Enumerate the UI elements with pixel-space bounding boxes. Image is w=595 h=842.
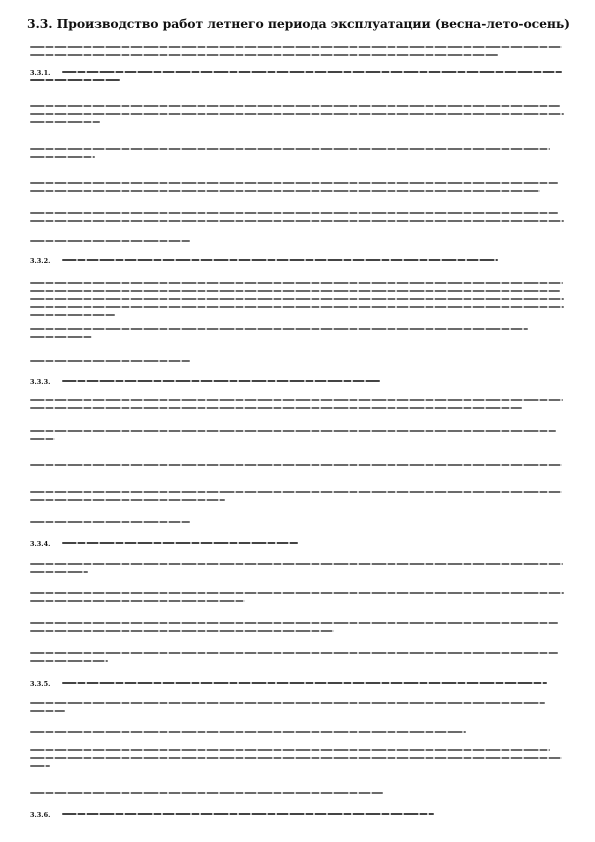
paragraph bbox=[30, 521, 565, 529]
paragraph bbox=[30, 702, 565, 718]
paragraph bbox=[30, 148, 565, 164]
section-3-3-4-heading-text bbox=[30, 542, 565, 550]
section-3-3-5-heading-text bbox=[30, 682, 565, 690]
section-3-3-4-number: 3.3.4. bbox=[30, 540, 51, 548]
paragraph bbox=[30, 592, 565, 608]
paragraph bbox=[30, 328, 565, 344]
section-3-3-3-heading-text bbox=[30, 380, 565, 388]
paragraph bbox=[30, 360, 565, 368]
paragraph bbox=[30, 652, 565, 668]
paragraph bbox=[30, 563, 565, 579]
intro-paragraph bbox=[30, 46, 565, 62]
paragraph bbox=[30, 430, 565, 446]
paragraph bbox=[30, 464, 565, 472]
section-3-3-2-number: 3.3.2. bbox=[30, 257, 51, 265]
paragraph bbox=[30, 182, 565, 198]
paragraph bbox=[30, 491, 565, 507]
section-3-3-1-heading-text bbox=[30, 71, 565, 87]
paragraph bbox=[30, 240, 565, 248]
paragraph bbox=[30, 749, 565, 773]
paragraph bbox=[30, 212, 565, 228]
paragraph bbox=[30, 399, 565, 415]
page-title: 3.3. Производство работ летнего периода эксплуатации (весна-лето-осень) bbox=[27, 16, 570, 31]
section-3-3-6-heading-text bbox=[30, 813, 565, 821]
section-3-3-6-number: 3.3.6. bbox=[30, 811, 51, 819]
paragraph bbox=[30, 731, 565, 739]
section-3-3-1-number: 3.3.1. bbox=[30, 69, 51, 77]
paragraph bbox=[30, 282, 565, 322]
paragraph bbox=[30, 105, 565, 129]
section-3-3-5-number: 3.3.5. bbox=[30, 680, 51, 688]
paragraph bbox=[30, 622, 565, 638]
section-3-3-2-heading-text bbox=[30, 259, 565, 267]
section-3-3-3-number: 3.3.3. bbox=[30, 378, 51, 386]
paragraph bbox=[30, 792, 565, 800]
